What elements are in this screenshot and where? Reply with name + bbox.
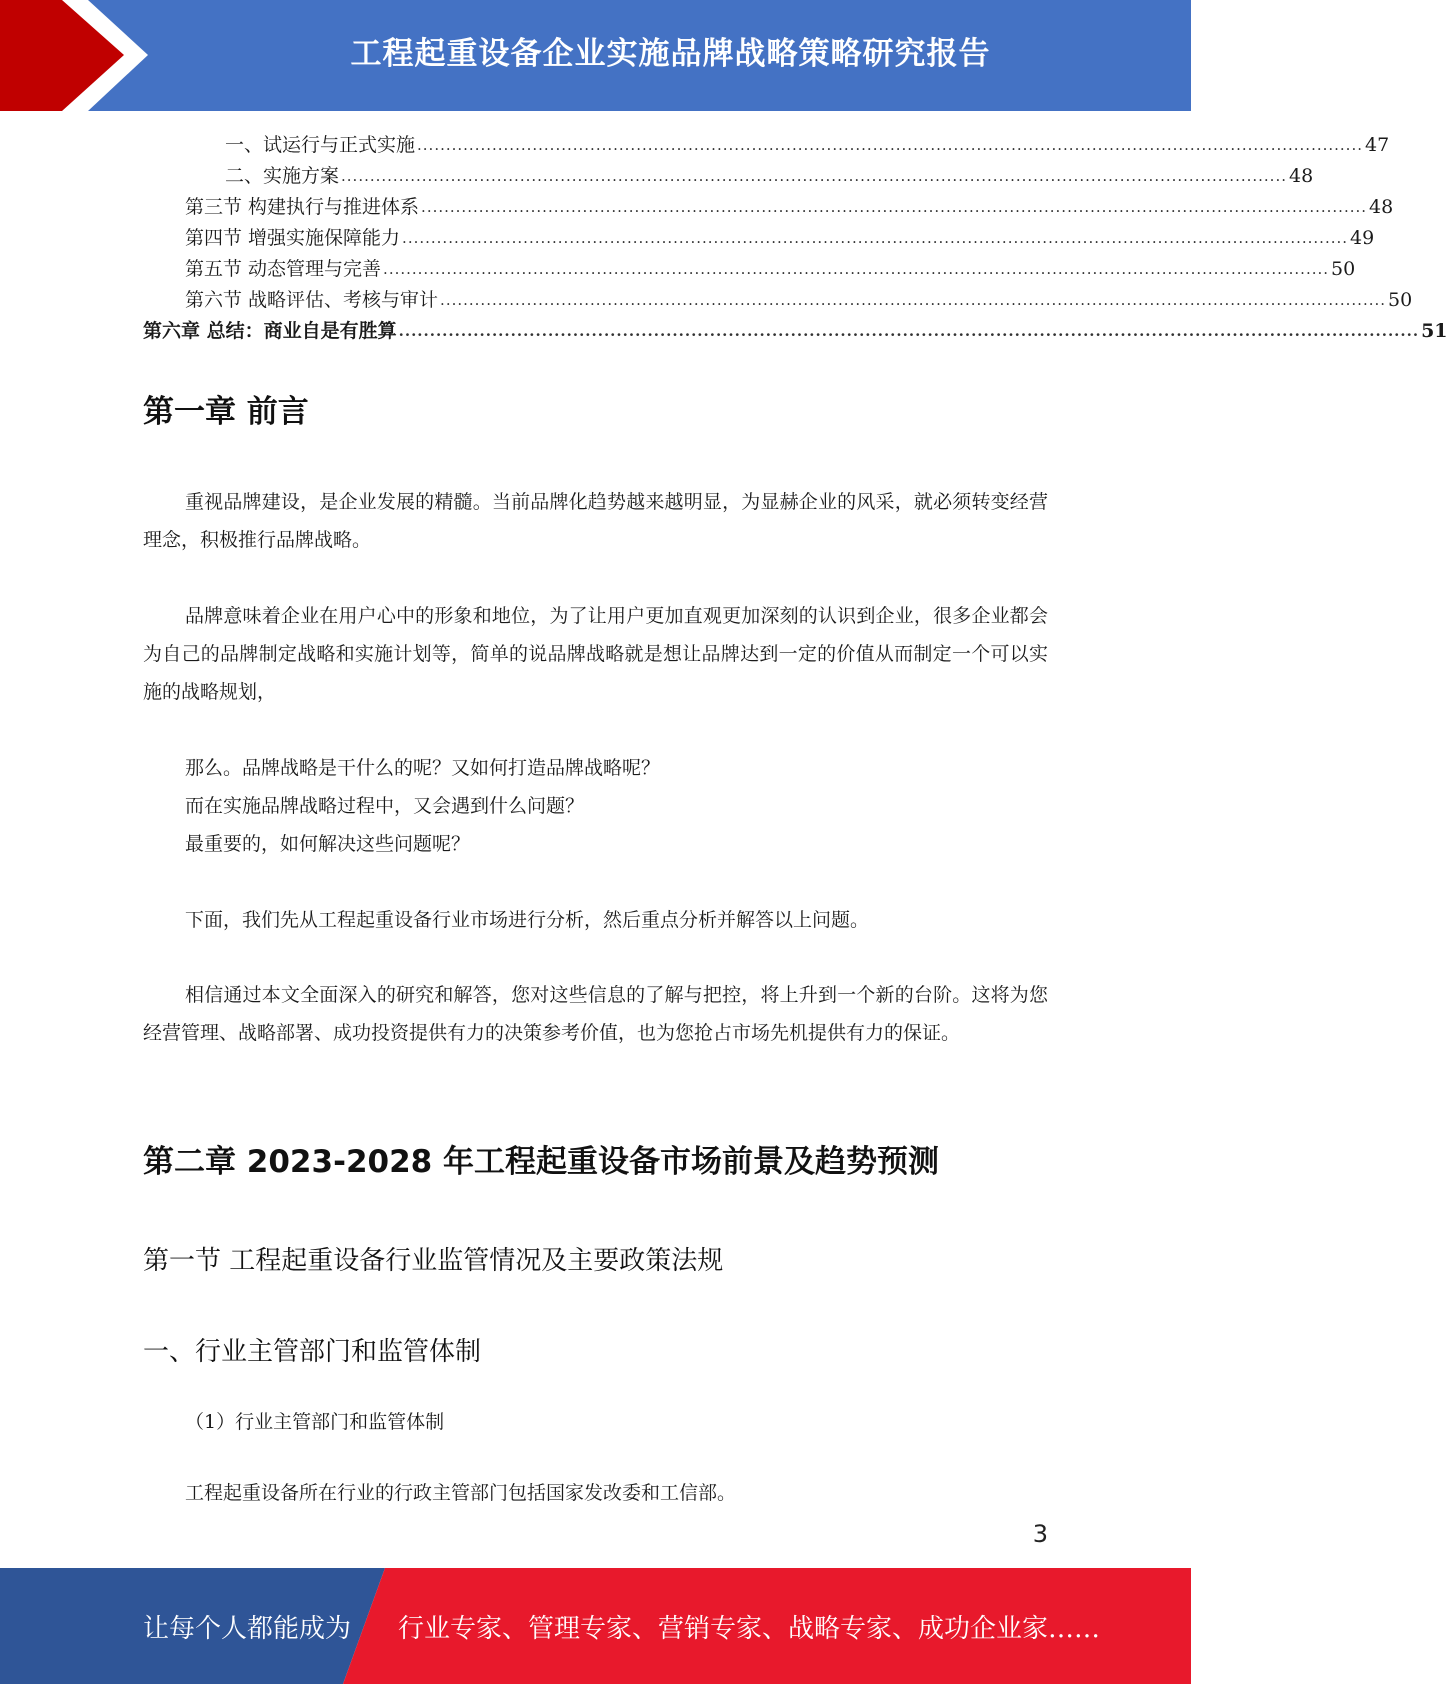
footer-slogan-left: 让每个人都能成为 xyxy=(143,1613,352,1644)
toc-leader-dots: .................................................................................................................................................................... xyxy=(402,229,1349,247)
toc-entry[interactable] xyxy=(143,223,1375,254)
toc-entry-label: 第四节 增强实施保障能力 xyxy=(185,227,401,249)
toc-entry-label: 一、试运行与正式实施 xyxy=(225,134,416,156)
question-line: 那么。品牌战略是干什么的呢？又如何打造品牌战略呢？ xyxy=(185,757,661,779)
page-footer xyxy=(0,1568,1191,1684)
arrow-decoration-icon xyxy=(0,0,160,111)
table-of-contents xyxy=(143,130,1448,347)
toc-entry[interactable] xyxy=(143,254,1356,285)
toc-entry-page: 47 xyxy=(1364,134,1390,156)
toc-entry-page: 48 xyxy=(1369,196,1394,218)
section-heading: 第一节 工程起重设备行业监管情况及主要政策法规 xyxy=(143,1246,724,1276)
toc-leader-dots: .................................................................................................................................................................... xyxy=(383,260,1330,278)
toc-entry-label: 第六节 战略评估、考核与审计 xyxy=(185,289,439,311)
body-paragraph: 相信通过本文全面深入的研究和解答，您对这些信息的了解与把控，将上升到一个新的台阶。这将为您经营管理、战略部署、成功投资提供有力的决策参考价值，也为您抢占市场先机提供有力的保证。 xyxy=(143,984,1048,1044)
toc-entry[interactable] xyxy=(143,130,1390,161)
body-paragraph: 重视品牌建设，是企业发展的精髓。当前品牌化趋势越来越明显，为显赫企业的风采，就必须转变经营理念，积极推行品牌战略。 xyxy=(143,491,1048,551)
toc-entry-label: 二、实施方案 xyxy=(225,165,340,187)
toc-leader-dots: .................................................................................................................................................................... xyxy=(417,136,1363,154)
chapter-heading: 第一章 前言 xyxy=(143,394,309,430)
toc-entry-page: 50 xyxy=(1331,258,1356,280)
toc-entry-label: 第三节 构建执行与推进体系 xyxy=(185,196,420,218)
report-title: 工程起重设备企业实施品牌战略策略研究报告 xyxy=(350,35,991,72)
body-paragraph: 品牌意味着企业在用户心中的形象和地位，为了让用户更加直观更加深刻的认识到企业，很多企业都会为自己的品牌制定战略和实施计划等，简单的说品牌战略就是想让品牌达到一定的价值从而制定一个可以实施的战略规划， xyxy=(143,605,1048,703)
toc-entry-page: 48 xyxy=(1288,165,1314,187)
toc-entry-label: 第五节 动态管理与完善 xyxy=(185,258,382,280)
toc-entry[interactable] xyxy=(143,161,1314,192)
toc-entry-page: 51 xyxy=(1421,320,1448,342)
toc-entry[interactable] xyxy=(143,316,1448,347)
chapter-heading: 第二章 2023-2028 年工程起重设备市场前景及趋势预测 xyxy=(143,1144,940,1180)
toc-entry[interactable] xyxy=(143,192,1394,223)
toc-leader-dots: .................................................................................................................................................................... xyxy=(421,198,1368,216)
toc-leader-dots: .................................................................................................................................................................... xyxy=(440,291,1387,309)
toc-leader-dots: .................................................................................................................................................................... xyxy=(398,322,1420,340)
question-line: 而在实施品牌战略过程中，又会遇到什么问题？ xyxy=(185,795,585,817)
toc-entry[interactable] xyxy=(143,285,1413,316)
page-header xyxy=(0,0,1191,111)
toc-entry-label: 第六章 总结：商业自是有胜算 xyxy=(143,320,397,342)
subsection-heading: 一、行业主管部门和监管体制 xyxy=(143,1337,482,1367)
page-number: 3 xyxy=(1032,1520,1048,1548)
toc-entry-page: 50 xyxy=(1388,289,1413,311)
body-paragraph: 下面，我们先从工程起重设备行业市场进行分析，然后重点分析并解答以上问题。 xyxy=(185,909,870,931)
body-paragraph: 工程起重设备所在行业的行政主管部门包括国家发改委和工信部。 xyxy=(185,1482,737,1504)
question-line: 最重要的，如何解决这些问题呢？ xyxy=(185,833,471,855)
footer-slogan-right: 行业专家、管理专家、营销专家、战略专家、成功企业家…… xyxy=(398,1613,1101,1644)
toc-entry-page: 49 xyxy=(1350,227,1375,249)
toc-leader-dots: .................................................................................................................................................................... xyxy=(341,167,1287,185)
list-item: （1）行业主管部门和监管体制 xyxy=(185,1411,445,1433)
